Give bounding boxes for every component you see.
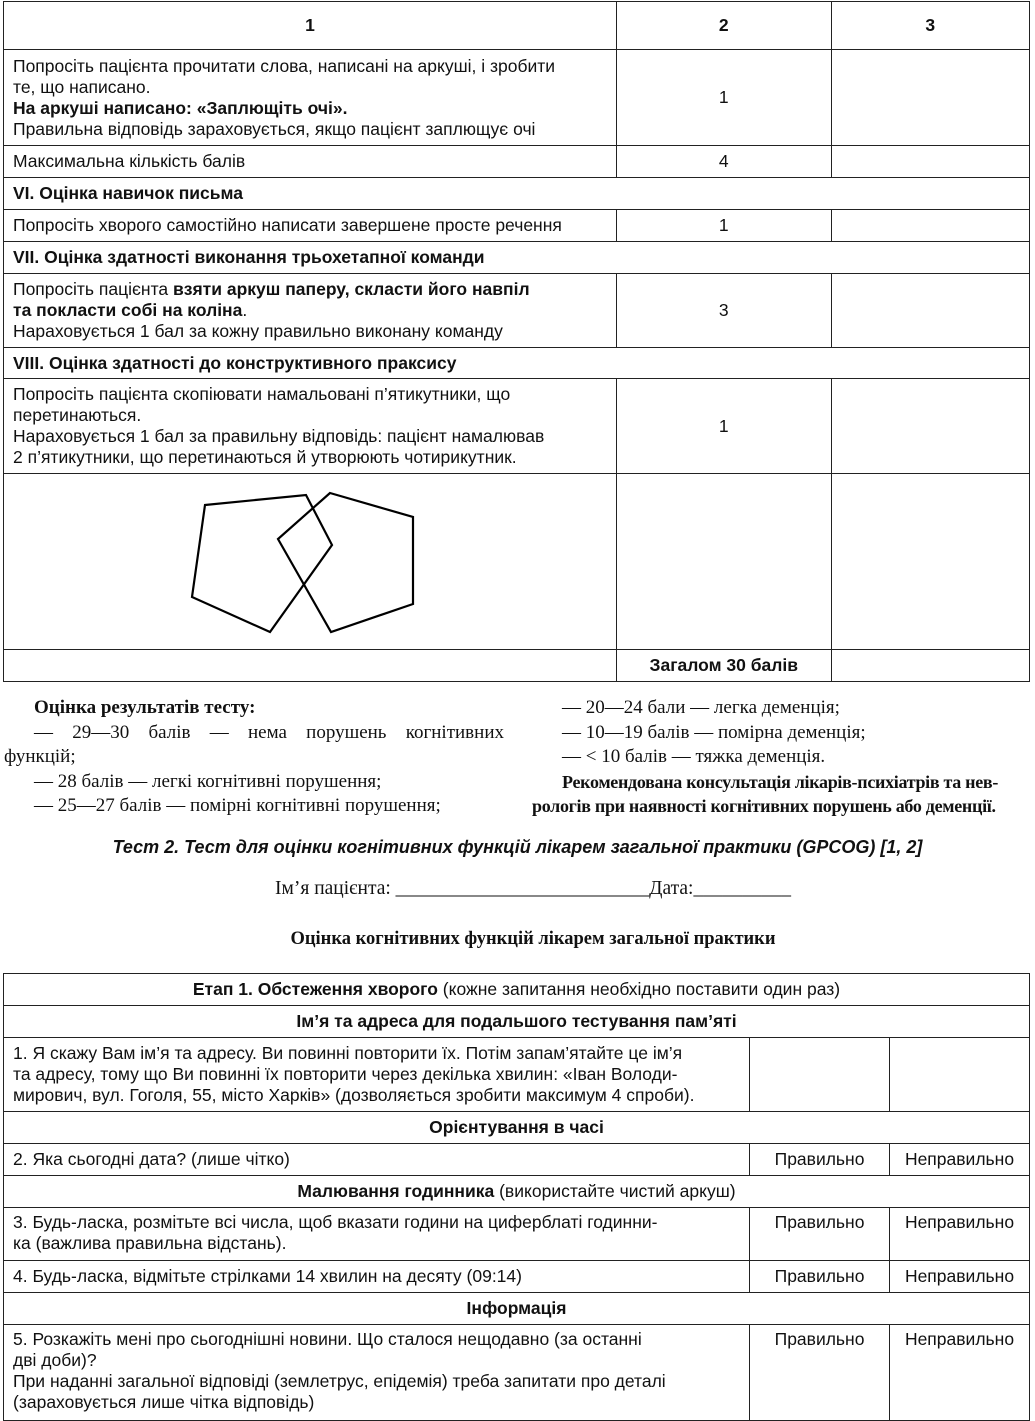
empty-cell bbox=[831, 379, 1029, 474]
section-row bbox=[4, 1006, 1030, 1038]
table-row bbox=[4, 274, 1030, 348]
question-row bbox=[4, 1208, 1030, 1261]
incorrect-option[interactable]: Неправильно bbox=[890, 1144, 1030, 1176]
section-heading: VI. Оцінка навичок письма bbox=[4, 178, 1030, 210]
result-item: — 28 балів — легкі когнітивні порушення; bbox=[34, 770, 382, 792]
question-2: 2. Яка сьогодні дата? (лише чітко) bbox=[4, 1144, 750, 1176]
recommendation: рологів при наявності когнітивних порушень або деменції. bbox=[532, 796, 996, 816]
table-row bbox=[4, 146, 1030, 178]
section-row bbox=[4, 242, 1030, 274]
date-label: Дата: bbox=[649, 878, 694, 899]
command-instruction: Попросіть пацієнта взяти аркуш паперу, скласти його навпіл та покласти собі на коліна. Нараховується 1 бал за кожну правильно виконану команду bbox=[4, 274, 617, 348]
empty-cell bbox=[831, 210, 1029, 242]
correct-option[interactable]: Правильно bbox=[750, 1208, 890, 1261]
question-4: 4. Будь-ласка, відмітьте стрілками 14 хвилин на десяту (09:14) bbox=[4, 1261, 750, 1293]
date-field[interactable]: __________ bbox=[693, 878, 791, 899]
correct-option[interactable]: Правильно bbox=[750, 1261, 890, 1293]
result-item: — 10—19 балів — помірна деменція; bbox=[562, 721, 866, 743]
question-row bbox=[4, 1261, 1030, 1293]
empty-cell bbox=[831, 274, 1029, 348]
result-item: — 29—30 балів — нема порушень когнітивних bbox=[34, 721, 504, 743]
patient-info-line bbox=[0, 878, 1035, 900]
pentagon-figure-cell bbox=[4, 474, 617, 650]
column-header-1: 1 bbox=[4, 2, 617, 50]
recommendation: Рекомендована консультація лікарів-психіатрів та нев- bbox=[562, 771, 999, 792]
incorrect-option[interactable]: Неправильно bbox=[890, 1325, 1030, 1421]
result-item: — < 10 балів — тяжка деменція. bbox=[562, 746, 826, 767]
results-title: Оцінка результатів тесту: bbox=[34, 697, 256, 718]
results-left-column bbox=[4, 696, 504, 819]
question-row bbox=[4, 1144, 1030, 1176]
result-item: — 20—24 бали — легка деменція; bbox=[562, 697, 840, 718]
section-heading: VII. Оцінка здатності виконання трьохетапної команди bbox=[4, 242, 1030, 274]
figure-row bbox=[4, 474, 1030, 650]
question-3: 3. Будь-ласка, розмітьте всі числа, щоб вказати години на циферблаті годинни- ка (важлива правильна відстань). bbox=[4, 1208, 750, 1261]
section-heading: Інформація bbox=[4, 1293, 1030, 1325]
patient-name-label: Ім’я пацієнта: bbox=[275, 878, 396, 899]
section-row bbox=[4, 178, 1030, 210]
header-row bbox=[4, 2, 1030, 50]
question-5: 5. Розкажіть мені про сьогоднішні новини. Що сталося нещодавно (за останні дві доби)? При наданні загальної відповіді (землетрус, епідемія) треба запитати про деталі (зараховується лише чітка відповідь) bbox=[4, 1325, 750, 1421]
write-instruction: Попросіть хворого самостійно написати завершене просте речення bbox=[4, 210, 617, 242]
empty-cell bbox=[4, 650, 617, 682]
max-score-label: Максимальна кількість балів bbox=[4, 146, 617, 178]
test2-title: Тест 2. Тест для оцінки когнітивних функцій лікарем загальної практики (GPCOG) [1, 2] bbox=[112, 837, 923, 857]
section-heading: Малювання годинника (використайте чистий аркуш) bbox=[4, 1176, 1030, 1208]
correct-option[interactable]: Правильно bbox=[750, 1144, 890, 1176]
empty-cell bbox=[831, 650, 1029, 682]
copy-instruction: Попросіть пацієнта скопіювати намальовані п’ятикутники, що перетинаються. Нараховується 1 бал за правильну відповідь: пацієнт намалював 2 п’ятикутники, що перетинаються й утворюють чотирикутник. bbox=[4, 379, 617, 474]
question-row bbox=[4, 1038, 1030, 1112]
question-row bbox=[4, 1325, 1030, 1421]
score-cell: 1 bbox=[617, 379, 832, 474]
column-header-2: 2 bbox=[617, 2, 832, 50]
empty-cell bbox=[831, 50, 1029, 146]
column-header-3: 3 bbox=[831, 2, 1029, 50]
empty-cell bbox=[890, 1038, 1030, 1112]
empty-cell bbox=[617, 474, 832, 650]
scoring-table bbox=[3, 1, 1030, 682]
correct-option[interactable]: Правильно bbox=[750, 1325, 890, 1421]
section-heading: VIII. Оцінка здатності до конструктивного праксису bbox=[4, 348, 1030, 379]
section-row bbox=[4, 348, 1030, 379]
score-cell: 1 bbox=[617, 50, 832, 146]
score-cell: 1 bbox=[617, 210, 832, 242]
incorrect-option[interactable]: Неправильно bbox=[890, 1208, 1030, 1261]
empty-cell bbox=[750, 1038, 890, 1112]
incorrect-option[interactable]: Неправильно bbox=[890, 1261, 1030, 1293]
section-row bbox=[4, 1112, 1030, 1144]
empty-cell bbox=[831, 474, 1029, 650]
question-1: 1. Я скажу Вам ім’я та адресу. Ви повинні повторити їх. Потім запам’ятайте це ім’я та адресу, тому що Ви повинні їх повторити через декілька хвилин: «Іван Володи- мирович, вул. Гоголя, 55, місто Харків» (дозволяється зробити максимум 4 спроби). bbox=[4, 1038, 750, 1112]
table-row bbox=[4, 379, 1030, 474]
patient-name-field[interactable]: __________________________ bbox=[395, 878, 650, 899]
table-row bbox=[4, 210, 1030, 242]
results-right-column bbox=[532, 696, 1029, 819]
total-row bbox=[4, 650, 1030, 682]
stage-heading: Етап 1. Обстеження хворого (кожне запитання необхідно поставити один раз) bbox=[4, 974, 1030, 1006]
result-item: функцій; bbox=[4, 746, 76, 767]
section-row bbox=[4, 1293, 1030, 1325]
score-cell: 3 bbox=[617, 274, 832, 348]
result-item: — 25—27 балів — помірні когнітивні порушення; bbox=[34, 795, 441, 816]
read-instruction: Попросіть пацієнта прочитати слова, написані на аркуші, і зробити те, що написано. На аркуші написано: «Заплющіть очі». Правильна відповідь зараховується, якщо пацієнт заплющує очі bbox=[4, 50, 617, 146]
empty-cell bbox=[831, 146, 1029, 178]
section-heading: Орієнтування в часі bbox=[4, 1112, 1030, 1144]
section-row bbox=[4, 1176, 1030, 1208]
stage-row bbox=[4, 974, 1030, 1006]
table-row bbox=[4, 50, 1030, 146]
test2-subtitle: Оцінка когнітивних функцій лікарем загальної практики bbox=[290, 929, 776, 949]
gpcog-table bbox=[3, 973, 1030, 1421]
section-heading: Ім’я та адреса для подальшого тестування пам’яті bbox=[4, 1006, 1030, 1038]
total-score: Загалом 30 балів bbox=[617, 650, 832, 682]
intersecting-pentagons-figure bbox=[4, 474, 616, 649]
score-cell: 4 bbox=[617, 146, 832, 178]
